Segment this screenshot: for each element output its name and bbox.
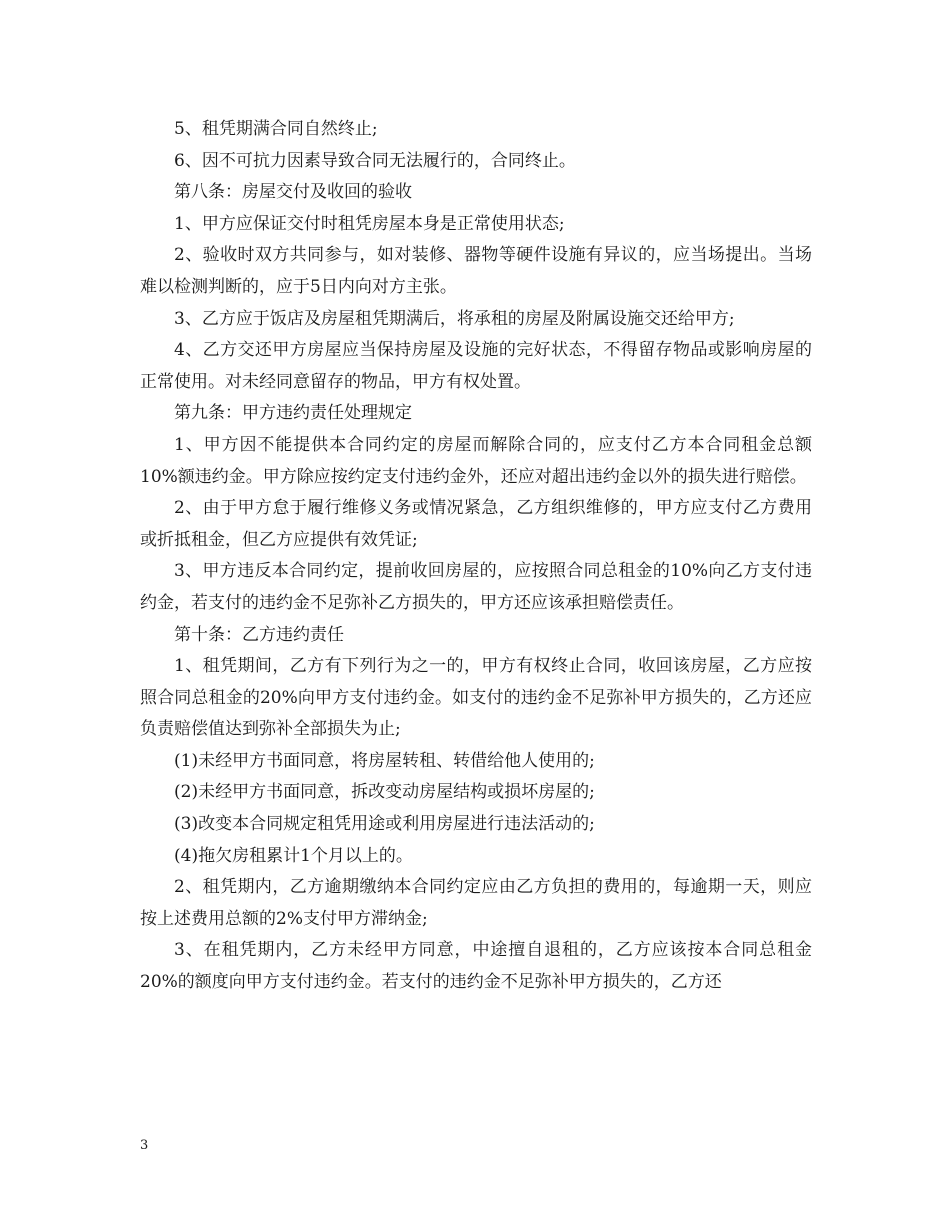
list-item: (3)改变本合同规定租凭用途或利用房屋进行违法活动的; <box>174 814 595 835</box>
paragraph: 2、租凭期内，乙方逾期缴纳本合同约定应由乙方负担的费用的，每逾期一天，则应按上述费用总额的2%支付甲方滞纳金; <box>140 877 812 929</box>
paragraph: 2、由于甲方怠于履行维修义务或情况紧急，乙方组织维修的，甲方应支付乙方费用或折抵租金，但乙方应提供有效凭证; <box>140 498 812 550</box>
section-heading: 第十条：乙方违约责任 <box>174 624 344 645</box>
list-item: (4)拖欠房租累计1个月以上的。 <box>174 845 413 866</box>
paragraph: 1、租凭期间，乙方有下列行为之一的，甲方有权终止合同，收回该房屋，乙方应按照合同总租金的20%向甲方支付违约金。如支付的违约金不足弥补甲方损失的，乙方还应负责赔偿值达到弥补全部损失为止; <box>140 656 812 740</box>
paragraph: 2、验收时双方共同参与，如对装修、器物等硬件设施有异议的，应当场提出。当场难以检测判断的，应于5日内向对方主张。 <box>140 245 812 297</box>
paragraph: 1、甲方应保证交付时租凭房屋本身是正常使用状态; <box>174 213 565 234</box>
list-item: (1)未经甲方书面同意，将房屋转租、转借给他人使用的; <box>174 750 595 771</box>
list-item: (2)未经甲方书面同意，拆改变动房屋结构或损坏房屋的; <box>174 782 595 803</box>
paragraph: 1、甲方因不能提供本合同约定的房屋而解除合同的，应支付乙方本合同租金总额10%额违约金。甲方除应按约定支付违约金外，还应对超出违约金以外的损失进行赔偿。 <box>140 434 812 487</box>
paragraph: 3、甲方违反本合同约定，提前收回房屋的，应按照合同总租金的10%向乙方支付违约金，若支付的违约金不足弥补乙方损失的，甲方还应该承担赔偿责任。 <box>140 561 812 613</box>
paragraph: 4、乙方交还甲方房屋应当保持房屋及设施的完好状态，不得留存物品或影响房屋的正常使用。对未经同意留存的物品，甲方有权处置。 <box>140 340 812 392</box>
document-body <box>140 114 812 999</box>
paragraph: 3、在租凭期内，乙方未经甲方同意，中途擅自退租的，乙方应该按本合同总租金20%的额度向甲方支付违约金。若支付的违约金不足弥补甲方损失的，乙方还 <box>140 940 812 993</box>
page-number: 3 <box>140 1138 149 1153</box>
paragraph: 3、乙方应于饭店及房屋租凭期满后，将承租的房屋及附属设施交还给甲方; <box>174 308 735 329</box>
section-heading: 第八条：房屋交付及收回的验收 <box>174 182 412 203</box>
paragraph: 6、因不可抗力因素导致合同无法履行的，合同终止。 <box>174 150 576 171</box>
section-heading: 第九条：甲方违约责任处理规定 <box>174 403 412 424</box>
paragraph: 5、租凭期满合同自然终止; <box>174 119 378 139</box>
